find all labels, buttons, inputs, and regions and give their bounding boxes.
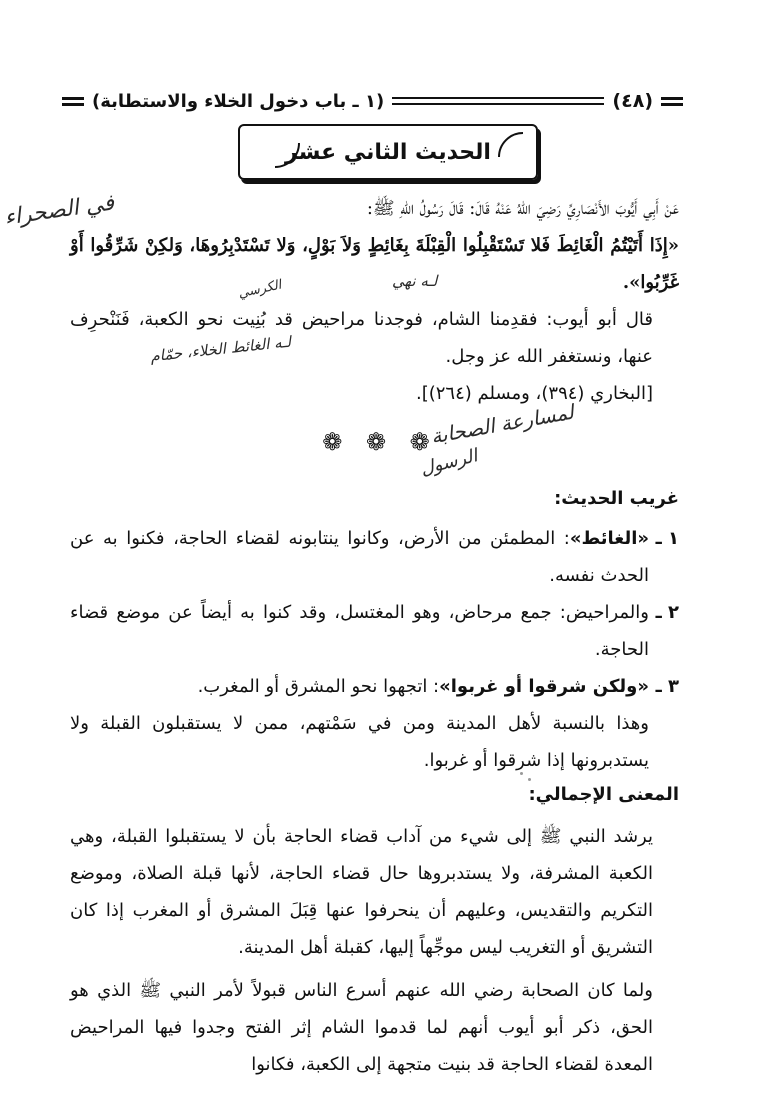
hadith-title: الحديث الثاني عشر <box>285 139 491 165</box>
gharib-item-text: : اتجهوا نحو المشرق أو المغرب. <box>197 676 440 697</box>
hadith-narration: قال أبو أيوب: فقدِمنا الشام، فوجدنا مراحيض قد بُنِيت نحو الكعبة، فَنَنْحرِف عنها، ونستغفر الله عز وجل. <box>70 309 653 367</box>
handwritten-note-margin: في الصحراء <box>2 190 116 231</box>
handwritten-note-diagonal-2: الرسول <box>418 445 480 480</box>
scan-speck <box>520 772 523 775</box>
page-number: (٤٨) <box>612 90 653 112</box>
gharib-item <box>70 594 679 668</box>
gharib-item <box>70 520 679 594</box>
gharib-item-number: ١ ـ <box>655 528 679 549</box>
gharib-item-term: والمراحيض <box>565 602 649 623</box>
maana-heading: المعنى الإجمالي: <box>528 784 679 805</box>
gharib-heading: غريب الحديث: <box>554 488 679 509</box>
handwritten-note-above-line: الكرسي <box>236 277 283 302</box>
hadith-isnad: عَنْ أَبِي أَيُّوبَ الأَنْصَارِيِّ رَضِيَ اللهُ عَنْهُ قَالَ: قَالَ رَسُولُ اللهِ ﷺ: <box>366 198 679 219</box>
page-number-group <box>612 90 683 112</box>
maana-paragraph-1: يرشد النبي ﷺ إلى شيء من آداب قضاء الحاجة بأن لا يستقبلوا القبلة، وهي الكعبة المشرفة، ولا يستدبروها حال قضاء الحاجة، لأنها قبلة الصلاة، وموضع التكريم والتقديس، وعليهم أن ينحرفوا عنها قِبَلَ المشرق أو المغرب إذا كان التشريق أو التغريب ليس موجِّهاً إليها، كقبلة أهل المدينة. <box>70 826 653 958</box>
running-header <box>62 86 683 116</box>
hadith-quote: «إِذَا أَتَيْتُمُ الْغَائِطَ فَلا تَسْتَقْبِلُوا الْقِبْلَةَ بِغَائِطٍ وَلاَ بَوْلٍ، وَلا تَسْتَدْبِرُوهَا، وَلكِنْ شَرِّقُوا أَوْ غَرِّبُوا». <box>70 235 679 293</box>
maana-paragraph-2: ولما كان الصحابة رضي الله عنهم أسرع الناس قبولاً لأمر النبي ﷺ الذي هو الحق، ذكر أبو أيوب أنهم لما قدموا الشام إثر الفتح وجدوا فيها المراحيض المعدة لقضاء الحاجة قد بنيت متجهة إلى الكعبة، فكانوا <box>70 980 653 1075</box>
gharib-item-number: ٣ ـ <box>655 676 679 697</box>
title-corner-arc-left <box>250 118 300 168</box>
gharib-continuation: وهذا بالنسبة لأهل المدينة ومن في سَمْتهم، ممن لا يستقبلون القبلة ولا يستدبرونها إذا شرقوا أو غربوا. <box>70 713 649 771</box>
maana-text <box>70 818 679 1083</box>
hadith-title-box <box>238 124 538 180</box>
section-separator: ❁ ❁ ❁ <box>322 428 438 456</box>
hadith-reference: [البخاري (٣٩٤)، ومسلم (٢٦٤)]. <box>415 383 653 404</box>
gharib-list <box>70 520 679 779</box>
handwritten-note-after-quote: لـه نهي <box>392 272 438 290</box>
handwritten-note-narration: لـه الغائط الخلاء، حمّام <box>149 332 292 366</box>
gharib-item-term: «ولكن شرقوا أو غربوا» <box>439 676 649 697</box>
title-corner-arc-right <box>498 132 548 182</box>
handwritten-note-diagonal-1: لمسارعة الصحابة <box>429 399 576 449</box>
hadith-text <box>70 190 679 412</box>
chapter-title: (١ ـ باب دخول الخلاء والاستطابة) <box>92 90 385 112</box>
header-ornament-left <box>62 97 84 106</box>
header-ornament-right <box>661 97 683 106</box>
gharib-item-text: : جمع مرحاض، وهو المغتسل، وقد كنوا به أيضاً عن موضع قضاء الحاجة. <box>70 602 649 660</box>
header-rule <box>392 97 604 105</box>
gharib-item-term: «الغائط» <box>569 528 649 549</box>
gharib-item-number: ٢ ـ <box>655 602 679 623</box>
gharib-item-text: : المطمئن من الأرض، وكانوا ينتابونه لقضاء الحاجة، فكنوا به عن الحدث نفسه. <box>70 528 649 586</box>
gharib-item <box>70 668 679 705</box>
scan-speck <box>528 778 531 781</box>
